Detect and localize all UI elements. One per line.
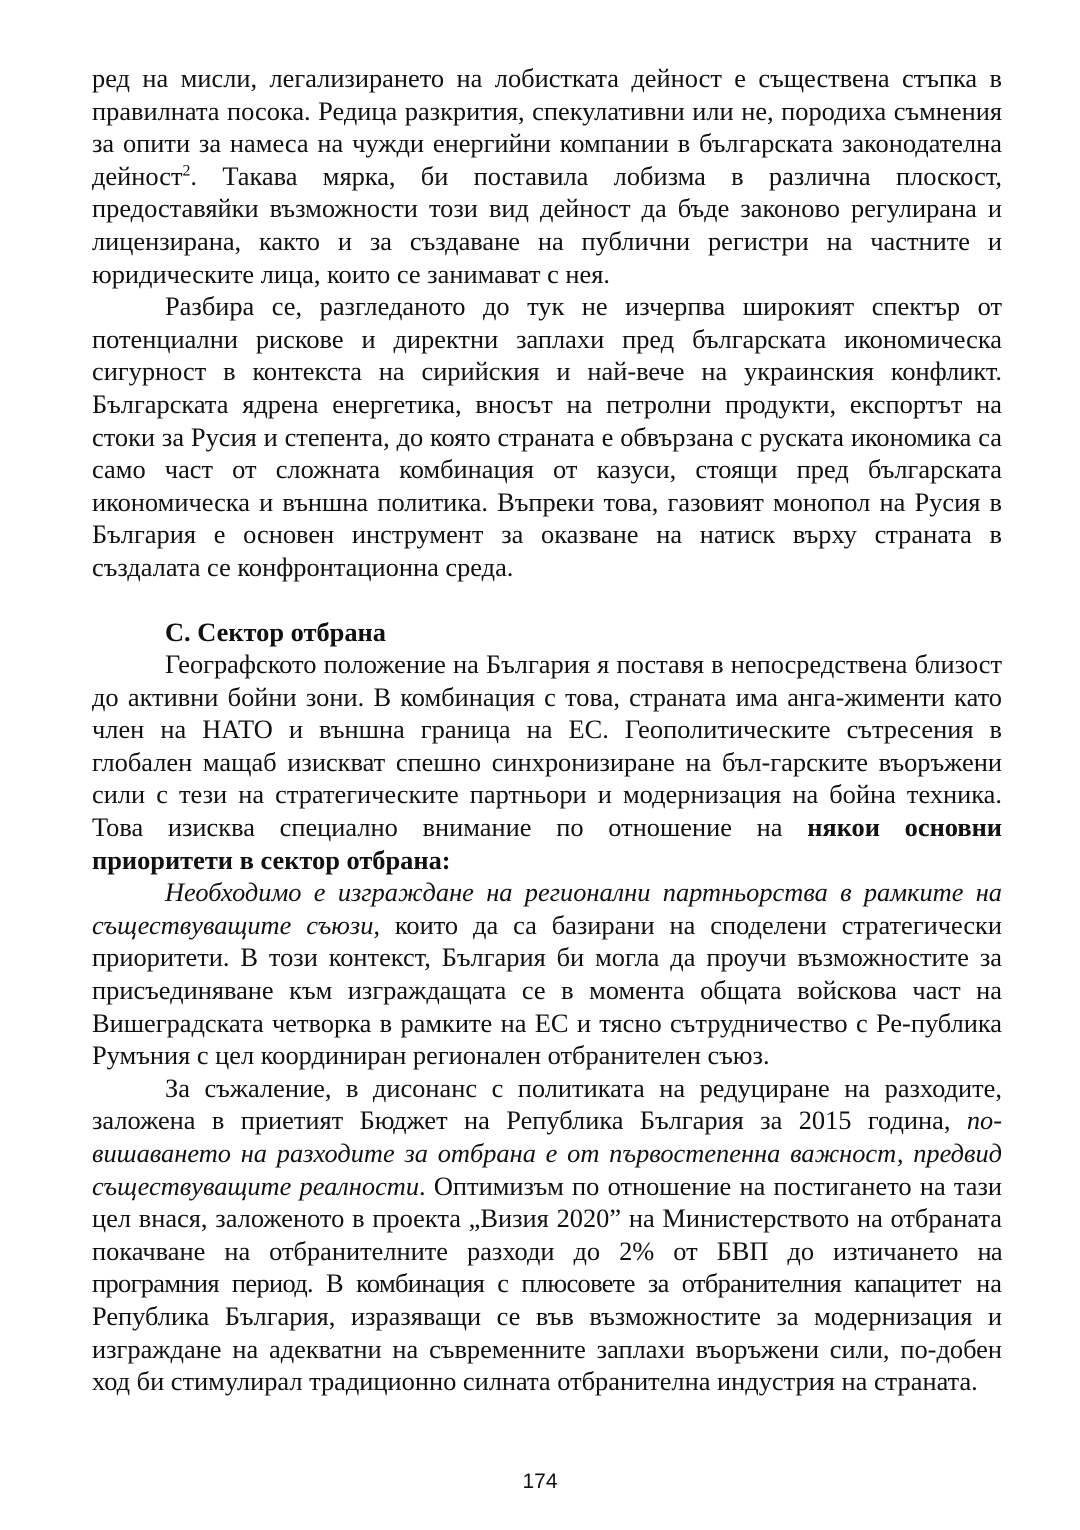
paragraph-defence-budget-text-3: на програмния период. В комбинация с плюсовете за отбранителния капацитет [92,1235,1002,1299]
paragraph-partnerships [92,876,1002,1072]
paragraph-geography-bold: някои основни приоритети в сектор отбрана: [92,812,1002,875]
paragraph-partnerships-italic: Необходимо е изграждане на регионални партньорства в рамките на съществуващите съюзи, [92,877,1002,940]
paragraph-economic-risks: Разбира се, разгледаното до тук не изчерпва широкият спектър от потенциални рискове и директни заплахи пред българската икономическа сигурност в контекста на сирийския и най-вече на украинския конфликт. Българската ядрена енергетика, вносът на петролни продукти, експортът на стоки за Русия и степента, до която страната е обвързана с руската икономика са само част от сложната комбинация от казуси, стоящи пред българската икономическа и външна политика. Въпреки това, газовият монопол на Русия в България е основен инструмент за оказване на натиск върху страната в създалата се конфронтационна среда. [92,291,1002,582]
paragraph-lobbying-text-2: . Такава мярка, би поставила лобизма в различна плоскост, предоставяйки възможности този вид дейност да бъде законово регулирана и лицензирана, както и за създаване на публични регистри на частните и юридическите лица, които се занимават с нея. [92,160,1002,289]
footnote-marker: 2 [182,162,191,180]
paragraph-defence-budget-italic: по-вишаването на разходите за отбрана е от първостепенна важност, предвид съществуващите реалности [92,1105,1002,1201]
page-body [92,62,1002,1398]
section-spacer [92,584,1002,616]
paragraph-defence-budget [92,1072,1002,1398]
paragraph-defence-budget-text-1: За съжаление, в дисонанс с политиката на редуциране на разходите, заложена в приетият Бюджет на Република България за 2015 година, [92,1072,1002,1136]
paragraph-defence-budget-text-2: . Оптимизъм по отношение на постигането на тази цел внася, заложеното в проекта „Визия 2020” на Министерството на отбраната покачване на отбранителните разходи до 2% от БВП до изтичането [92,1170,1002,1266]
paragraph-lobbying-text-1: ред на мисли, легализирането на лобистката дейност е съществена стъпка в правилната посока. Редица разкрития, спекулативни или не, породиха съмнения за опити за намеса на чужди енергийни компании в българската законодателна дейност [92,63,1002,191]
paragraph-geography [92,648,1002,876]
paragraph-geography-text: Географското положение на България я поставя в непосредствена близост до активни бойни зони. В комбинация с това, страната има анга-жименти като член на НАТО и външна граница на ЕС. Геополитическите сътресения в глобален мащаб изискват спешно синхронизиране на бъл-гарските въоръжени сили с тези на стратегическите партньори и модернизация на бойна техника. Това изисква специално внимание по отношение на [92,649,1002,843]
paragraph-partnerships-text: които да са базирани на споделени стратегически приоритети. В този контекст, България би могла да проучи възможностите за присъединяване към изграждащата се в момента общата войскова част на Вишеградската четворка в рамките на ЕС и тясно сътрудничество с Ре-публика Румъния с цел координиран регионален отбранителен съюз. [92,909,1003,1071]
section-heading: С. Сектор отбрана [165,616,386,647]
paragraph-lobbying [92,62,1002,290]
page-number: 174 [522,1470,558,1493]
paragraph-defence-budget-text-4: на Република България, изразяващи се във възможностите за модернизация и изграждане на адекватни на съвременните заплахи въоръжени сили, по-добен ход би стимулирал традиционно силната отбранителна индустрия на страната. [92,1268,1002,1397]
